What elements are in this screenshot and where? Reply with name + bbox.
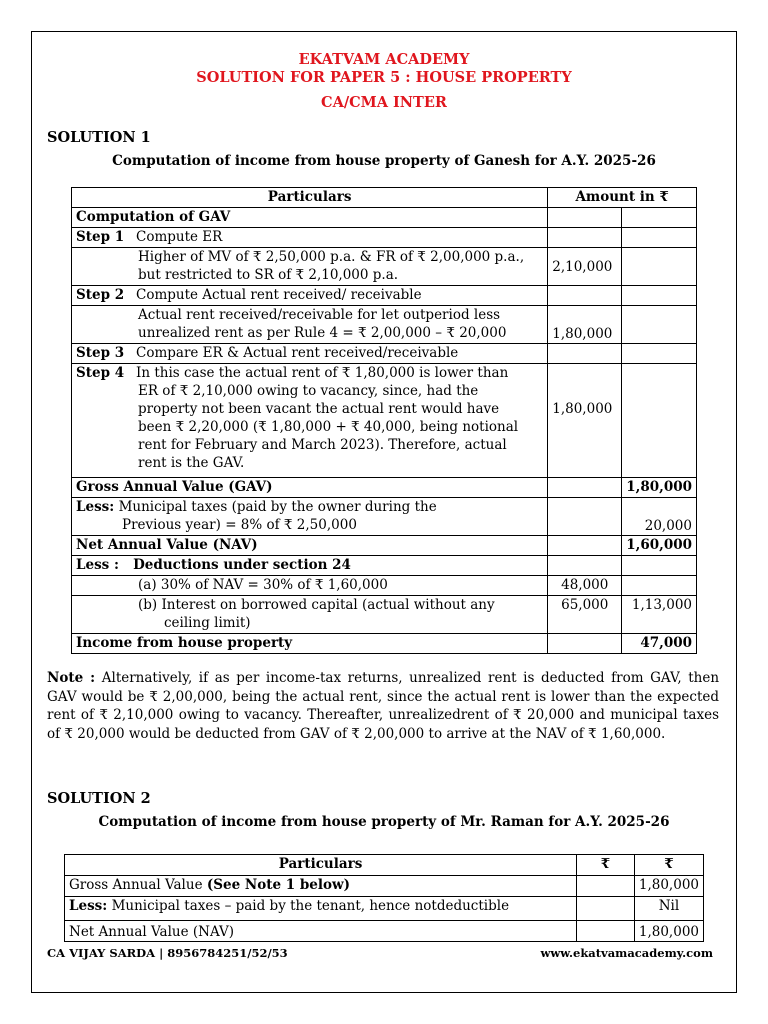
step3-row xyxy=(72,344,548,364)
step1-detail-line: Higher of MV of ₹ 2,50,000 p.a. & FR of ₹ 2,00,000 p.a., xyxy=(138,249,525,265)
step4-line: In this case the actual rent of ₹ 1,80,000 is lower than xyxy=(136,365,509,381)
s2-mtax-row xyxy=(65,897,577,921)
s2-nav-amount: 1,80,000 xyxy=(634,921,703,942)
deduction-a: (a) 30% of NAV = 30% of ₹ 1,60,000 xyxy=(72,576,548,596)
col-amount: Amount in ₹ xyxy=(548,188,697,208)
step2-label: Step 2 xyxy=(76,287,125,303)
s2-gav-row xyxy=(65,876,577,897)
income-label: Income from house property xyxy=(72,634,548,654)
solution2-title: Computation of income from house property of Mr. Raman for A.Y. 2025-26 xyxy=(98,814,670,830)
step2-row xyxy=(72,286,548,306)
nav-amount: 1,60,000 xyxy=(622,536,697,556)
deduction-b-line: ceiling limit) xyxy=(164,615,251,631)
deduction-b-amount: 65,000 xyxy=(548,596,622,634)
step3-label: Step 3 xyxy=(76,345,125,361)
s2-mtax-amount: Nil xyxy=(634,897,703,921)
mtax-line: Municipal taxes (paid by the owner during the xyxy=(118,499,437,515)
step4-line: property not been vacant the actual rent would have xyxy=(138,401,500,417)
s2-col-rs1: ₹ xyxy=(577,855,635,876)
footer-author: CA VIJAY SARDA | 8956784251/52/53 xyxy=(47,946,288,960)
step4-line: been ₹ 2,20,000 (₹ 1,80,000 + ₹ 40,000, being notional xyxy=(138,419,519,435)
s2-col-particulars: Particulars xyxy=(65,855,577,876)
step1-row xyxy=(72,228,548,248)
income-amount: 47,000 xyxy=(622,634,697,654)
step4-amount: 1,80,000 xyxy=(548,364,622,478)
deduction-b-line: (b) Interest on borrowed capital (actual without any xyxy=(138,597,495,613)
mtax-amount: 20,000 xyxy=(622,498,697,536)
header-course: CA/CMA INTER xyxy=(321,94,447,111)
s2-nav-text: Net Annual Value (NAV) xyxy=(65,921,577,942)
solution2-heading: SOLUTION 2 xyxy=(47,790,151,807)
step2-text: Compute Actual rent received/ receivable xyxy=(136,287,422,303)
s2-gav-note: (See Note 1 below) xyxy=(206,877,351,893)
footer-website: www.ekatvamacademy.com xyxy=(540,946,713,960)
nav-label: Net Annual Value (NAV) xyxy=(72,536,548,556)
step1-text: Compute ER xyxy=(136,229,223,245)
step3-text: Compare ER & Actual rent received/receivable xyxy=(136,345,459,361)
gav-heading: Computation of GAV xyxy=(72,208,548,228)
col-particulars: Particulars xyxy=(72,188,548,208)
less-label: Less: xyxy=(76,499,115,515)
deduction-a-amount: 48,000 xyxy=(548,576,622,596)
deductions-text: Deductions under section 24 xyxy=(133,557,351,573)
step4-row xyxy=(72,364,548,478)
step2-detail-line: unrealized rent as per Rule 4 = ₹ 2,00,000 – ₹ 20,000 xyxy=(138,325,507,341)
s2-mtax-text: Municipal taxes – paid by the tenant, hence notdeductible xyxy=(111,898,510,914)
solution1-table xyxy=(71,187,697,654)
step4-line: ER of ₹ 2,10,000 owing to vacancy, since, had the xyxy=(138,383,479,399)
step1-amount: 2,10,000 xyxy=(548,248,622,286)
note-text: Alternatively, if as per income-tax returns, unrealized rent is deducted from GAV, then GAV would be ₹ 2,00,000, being the actual rent, since the actual rent is lower than the expected rent of ₹ 2,10,000 owing to vacancy. Thereafter, unrealizedrent of ₹ 20,000 and municipal taxes of ₹ 20,000 would be deducted from GAV of ₹ 2,00,000 to arrive at the NAV of ₹ 1,60,000. xyxy=(47,670,720,742)
step4-line: rent for February and March 2023). Therefore, actual xyxy=(138,437,507,453)
step2-detail xyxy=(72,306,548,344)
deductions-less: Less : xyxy=(76,557,119,573)
header-paper: SOLUTION FOR PAPER 5 : HOUSE PROPERTY xyxy=(196,69,572,86)
step2-amount: 1,80,000 xyxy=(548,306,622,344)
s2-col-rs2: ₹ xyxy=(634,855,703,876)
deduction-total: 1,13,000 xyxy=(622,596,697,634)
deduction-b xyxy=(72,596,548,634)
note-paragraph xyxy=(47,669,719,743)
step1-detail xyxy=(72,248,548,286)
deductions-row xyxy=(72,556,548,576)
mtax-line: Previous year) = 8% of ₹ 2,50,000 xyxy=(122,517,357,533)
s2-less-label: Less: xyxy=(69,898,108,914)
s2-gav-text: Gross Annual Value xyxy=(69,877,203,893)
header-academy: EKATVAM ACADEMY xyxy=(298,51,470,68)
solution1-title: Computation of income from house property of Ganesh for A.Y. 2025-26 xyxy=(112,153,656,169)
step4-label: Step 4 xyxy=(76,365,125,381)
step4-line: rent is the GAV. xyxy=(138,455,245,471)
step1-detail-line: but restricted to SR of ₹ 2,10,000 p.a. xyxy=(138,267,399,283)
note-label: Note : xyxy=(47,670,96,686)
mtax-row xyxy=(72,498,548,536)
solution1-heading: SOLUTION 1 xyxy=(47,129,151,146)
gav-amount: 1,80,000 xyxy=(622,478,697,498)
s2-gav-amount: 1,80,000 xyxy=(634,876,703,897)
solution2-table xyxy=(64,854,704,942)
gav-label: Gross Annual Value (GAV) xyxy=(72,478,548,498)
step2-detail-line: Actual rent received/receivable for let outperiod less xyxy=(138,307,501,323)
step1-label: Step 1 xyxy=(76,229,125,245)
